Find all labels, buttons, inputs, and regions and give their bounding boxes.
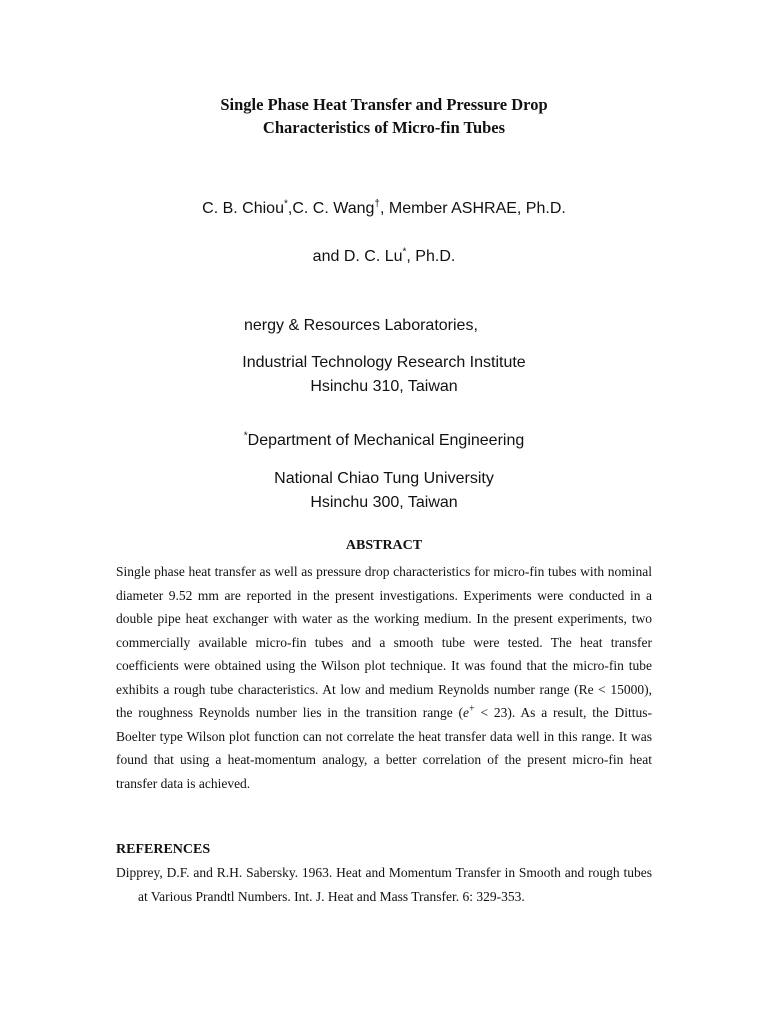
author-1-name: C. B. Chiou xyxy=(202,200,284,217)
roughness-variable-sup: + xyxy=(469,703,475,715)
author-3-name: and D. C. Lu xyxy=(312,248,403,265)
roughness-variable: e xyxy=(463,705,470,720)
affiliation-1 xyxy=(0,351,768,399)
reference-item: Dipprey, D.F. and R.H. Sabersky. 1963. Heat and Momentum Transfer in Smooth and rough tubes at Various Prandtl Numbers. Int. J. Heat and Mass Transfer. 6: 329-353. xyxy=(116,865,652,904)
abstract-part-1: Single phase heat transfer as well as pressure drop characteristics for micro-fin tubes with nominal diameter 9.52 mm are reported in the present investigations. Experiments were conducted in a double pipe heat exchanger with water as the working medium. In the present experiments, two commercially available micro-fin tubes and a smooth tube were tested. The heat transfer coefficients were obtained using the Wilson plot technique. It was found that the micro-fin tube exhibits a rough tube characteristics. At low and medium Reynolds number range (Re < 15000), the roughness Reynolds number lies in the transition range ( xyxy=(116,564,652,720)
affiliation-2-line-2: National Chiao Tung University xyxy=(274,470,494,487)
affiliation-2-line-1 xyxy=(0,432,768,450)
author-2-name: ,C. C. Wang xyxy=(287,200,375,217)
author-2-mark: † xyxy=(374,198,380,210)
abstract-heading: ABSTRACT xyxy=(345,538,423,553)
author-line-1 xyxy=(0,200,768,218)
affiliation-1-line-1: nergy & Resources Laboratories, xyxy=(244,317,478,334)
abstract-text xyxy=(116,560,652,795)
author-3-affil: , Ph.D. xyxy=(406,248,456,265)
author-1-mark: * xyxy=(283,198,288,210)
affiliation-2-dept: Department of Mechanical Engineering xyxy=(247,432,525,449)
title-line-2: Characteristics of Micro-fin Tubes xyxy=(262,118,506,137)
affiliation-1-line-3: Hsinchu 310, Taiwan xyxy=(310,378,458,395)
abstract-part-2: < 23). As a result, the Dittus-Boelter type Wilson plot function can not correlate the heat transfer data well in this range. It was found that using a heat-momentum analogy, a better correlation of the present micro-fin heat transfer data is achieved. xyxy=(116,705,652,791)
paper-title xyxy=(0,93,768,139)
affiliation-1-line-2: Industrial Technology Research Institute xyxy=(242,354,526,371)
affiliation-2-mark: * xyxy=(243,430,248,442)
references-heading: REFERENCES xyxy=(116,842,211,857)
affiliation-2-line-3: Hsinchu 300, Taiwan xyxy=(310,494,458,511)
title-line-1: Single Phase Heat Transfer and Pressure Drop xyxy=(220,95,548,114)
affiliation-2 xyxy=(0,467,768,515)
author-2-affil: , Member ASHRAE, Ph.D. xyxy=(379,200,566,217)
author-3-mark: * xyxy=(402,246,407,258)
author-line-2 xyxy=(0,248,768,266)
